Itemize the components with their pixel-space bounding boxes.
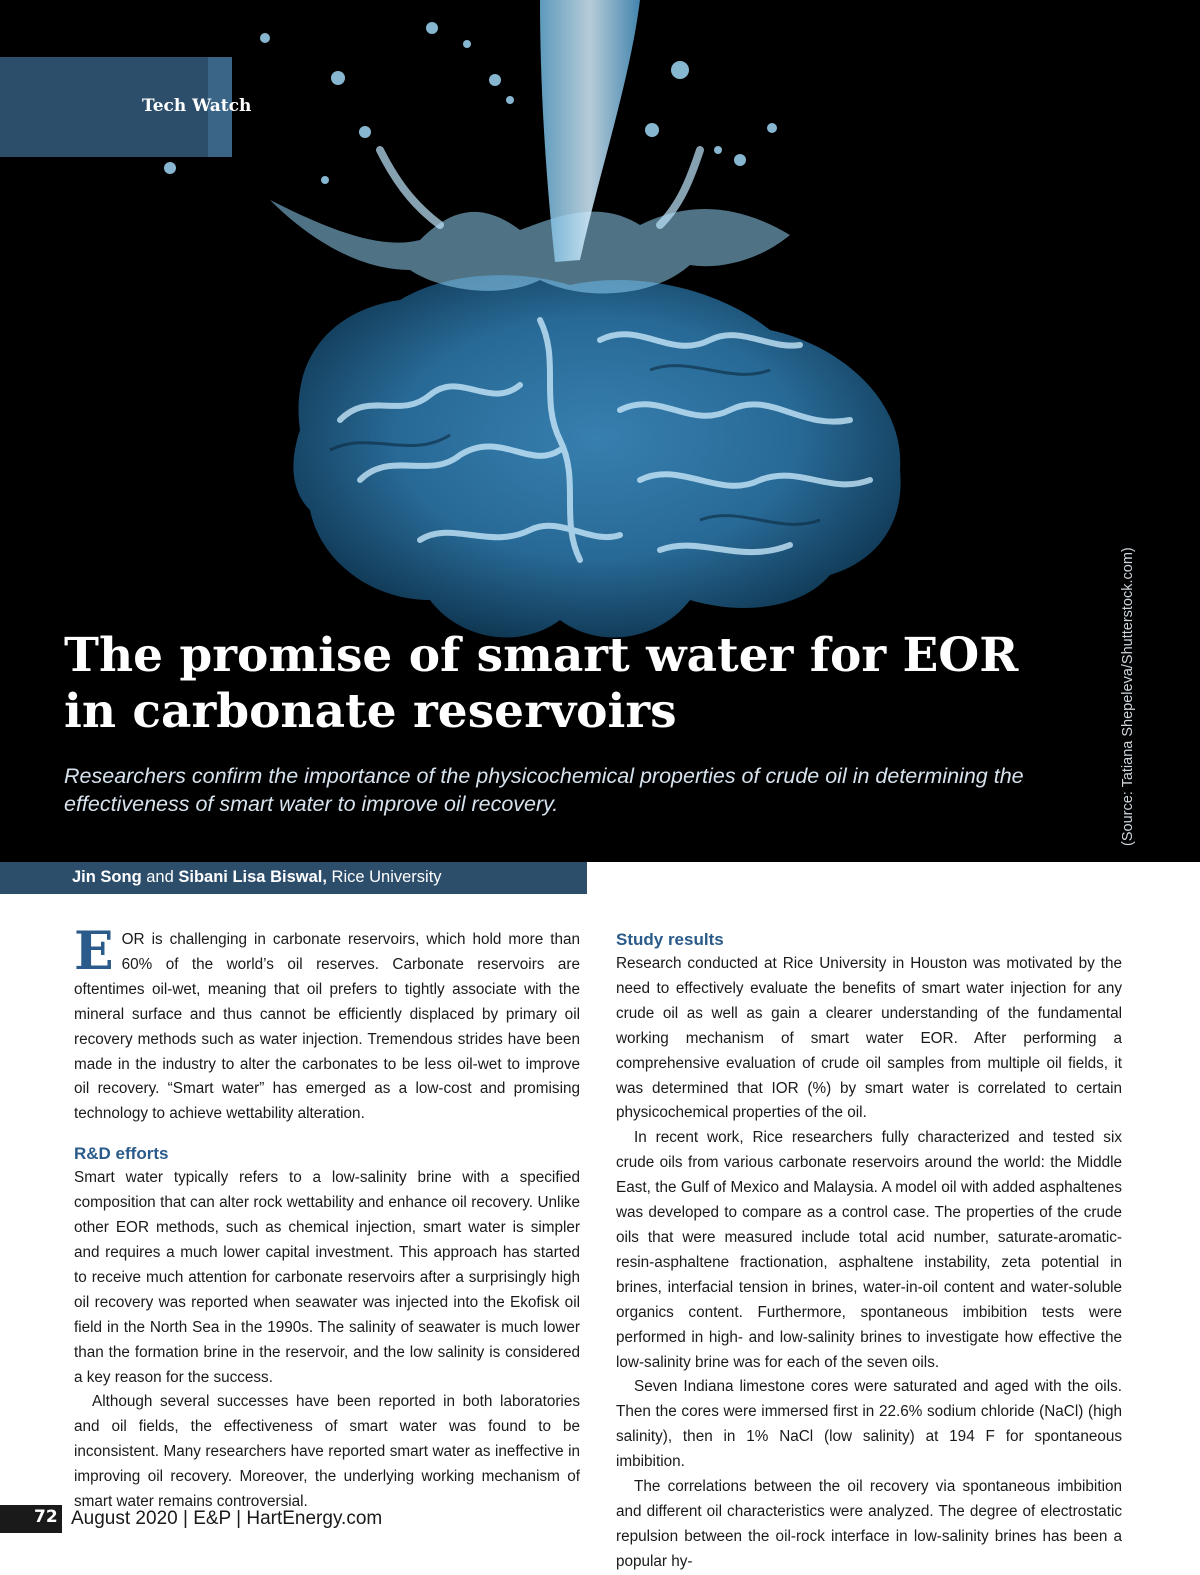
author-name: Jin Song <box>72 868 142 886</box>
author-name: Sibani Lisa Biswal, <box>178 868 327 886</box>
author-affiliation: Rice University <box>326 868 442 886</box>
article-deck: Researchers confirm the importance of the physicochemical properties of crude oil in determining the effectiveness of smart water to improve oil recovery. <box>64 764 1024 816</box>
subheading-study-results: Study results <box>616 930 724 949</box>
body-paragraph: Seven Indiana limestone cores were saturated and aged with the oils. Then the cores were immersed first in 22.6% sodium chloride (NaCl) (high salinity), then in 1% NaCl (low salinity) at 194 F for spontaneous imbibition. <box>616 1378 1122 1471</box>
intro-paragraph <box>74 921 580 1127</box>
drop-cap: E <box>74 921 114 982</box>
body-paragraph: Although several successes have been reported in both laboratories and oil fields, the effectiveness of smart water was found to be inconsistent. Many researchers have reported smart water as ineffective in improving oil recovery. Moreover, the underlying working mechanism of smart water remains controversial. <box>74 1393 580 1511</box>
section-tag: Tech Watch <box>142 96 252 116</box>
byline-conjunction: and <box>141 868 179 886</box>
body-column-right <box>616 928 1122 1575</box>
byline <box>72 868 442 887</box>
article-headline: The promise of smart water for EOR in carbonate reservoirs <box>64 628 1019 739</box>
intro-text: OR is challenging in carbonate reservoirs, which hold more than 60% of the world’s oil reserves. Carbonate reservoirs are oftentimes oil-wet, meaning that oil prefers to tightly associate with the mineral surface and thus cannot be efficiently displaced by primary oil recovery methods such as water injection. Tremendous strides have been made in the industry to alter the carbonates to be less oil-wet to improve oil recovery. “Smart water” has emerged as a low-cost and promising technology to achieve wettability alteration. <box>74 931 580 1123</box>
page-number: 72 <box>34 1507 58 1527</box>
subheading-rd-efforts: R&D efforts <box>74 1144 169 1164</box>
photo-credit: (Source: Tatiana Shepeleva/Shutterstock.com) <box>1120 547 1136 846</box>
body-paragraph: In recent work, Rice researchers fully characterized and tested six crude oils from various carbonate reservoirs around the world: the Middle East, the Gulf of Mexico and Malaysia. A model oil with added asphaltenes was developed to compare as a control case. The properties of the crude oils that were measured include total acid number, saturate-aromatic-resin-asphaltene fractionation, asphaltene instability, zeta potential in brines, interfacial tension in brines, water-in-oil content and water-soluble organics content. Furthermore, spontaneous imbibition tests were performed in high- and low-salinity brines to investigate how effective the low-salinity brine was for each of the seven oils. <box>616 1129 1122 1371</box>
body-paragraph: Smart water typically refers to a low-salinity brine with a specified composition that can alter rock wettability and enhance oil recovery. Unlike other EOR methods, such as chemical injection, smart water is simpler and requires a much lower capital investment. This approach has started to receive much attention for carbonate reservoirs after a surprisingly high oil recovery was reported when seawater was injected into the Ekofisk oil field in the North Sea in the 1990s. The salinity of seawater is much lower than the formation brine in the reservoir, and the low salinity is considered a key reason for the success. <box>74 1169 580 1386</box>
body-paragraph: Research conducted at Rice University in Houston was motivated by the need to effectively evaluate the benefits of smart water injection for any crude oil as well as gain a clearer understanding of the fundamental working mechanism of smart water EOR. After performing a comprehensive evaluation of crude oil samples from multiple oil fields, it was determined that IOR (%) by smart water is correlated to certain physicochemical properties of the oil. <box>616 955 1122 1122</box>
body-paragraph: The correlations between the oil recovery via spontaneous imbibition and different oil characteristics were analyzed. The degree of electrostatic repulsion between the oil-rock interface in low-salinity brines has been a popular hy- <box>616 1478 1122 1570</box>
footer-issue-info: August 2020 | E&P | HartEnergy.com <box>71 1508 383 1529</box>
body-column-left <box>74 921 580 1515</box>
